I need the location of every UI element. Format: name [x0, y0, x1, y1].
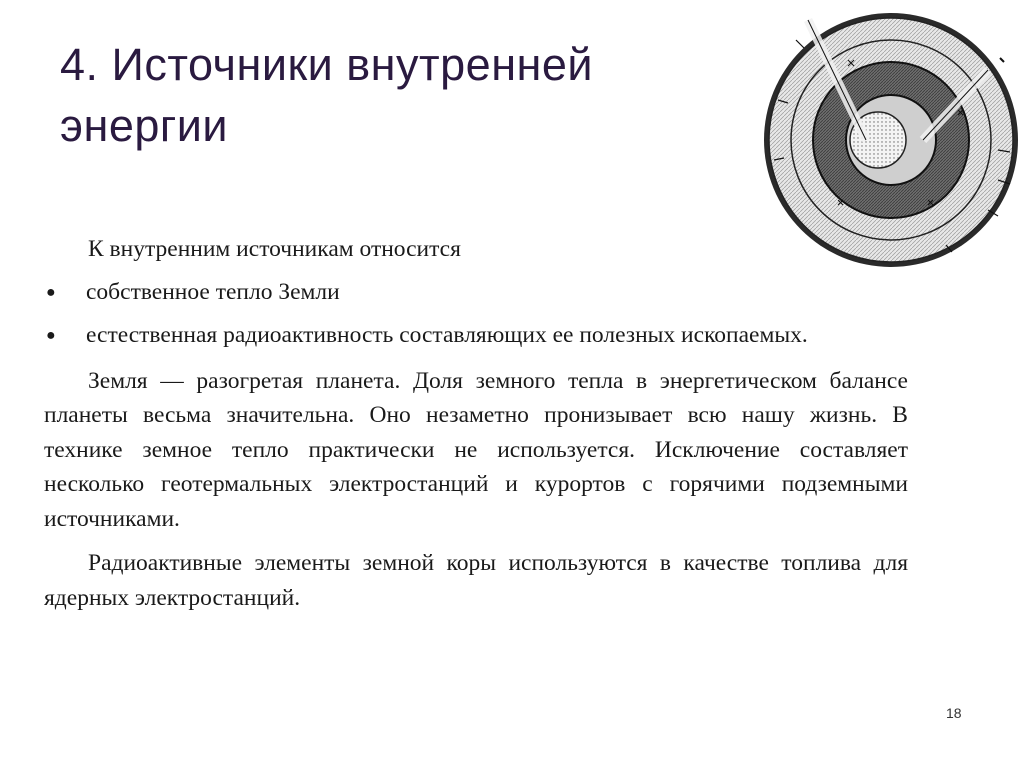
bullet-item-1 — [44, 275, 908, 311]
title-line-1: 4. Источники внутренней — [60, 39, 594, 90]
slide-title — [60, 34, 750, 156]
page-number: 18 — [946, 705, 962, 721]
paragraph-earth-heat: Земля — разогретая планета. Доля земного тепла в энергетическом балансе планеты весьма значительна. Оно незаметно пронизывает всю нашу жизнь. В технике земное тепло практически не используется. Исключение составляет несколько геотермальных электростанций и курортов с горячими подземными источниками. — [44, 367, 908, 532]
slide-body — [44, 232, 908, 615]
bullet-text-1: собственное тепло Земли — [86, 278, 340, 305]
title-line-2: энергии — [60, 100, 229, 151]
paragraph-radioactive: Радиоактивные элементы земной коры используются в качестве топлива для ядерных электростанций. — [44, 550, 908, 611]
bullet-dot-icon: ● — [46, 283, 56, 301]
earth-structure-diagram — [748, 0, 1024, 270]
intro-text: К внутренним источникам относится — [88, 236, 461, 262]
bullet-dot-icon: ● — [46, 327, 56, 344]
bullet-item-2 — [44, 318, 908, 354]
bullet-text-2: естественная радиоактивность составляющих ее полезных ископаемых. — [86, 322, 808, 348]
